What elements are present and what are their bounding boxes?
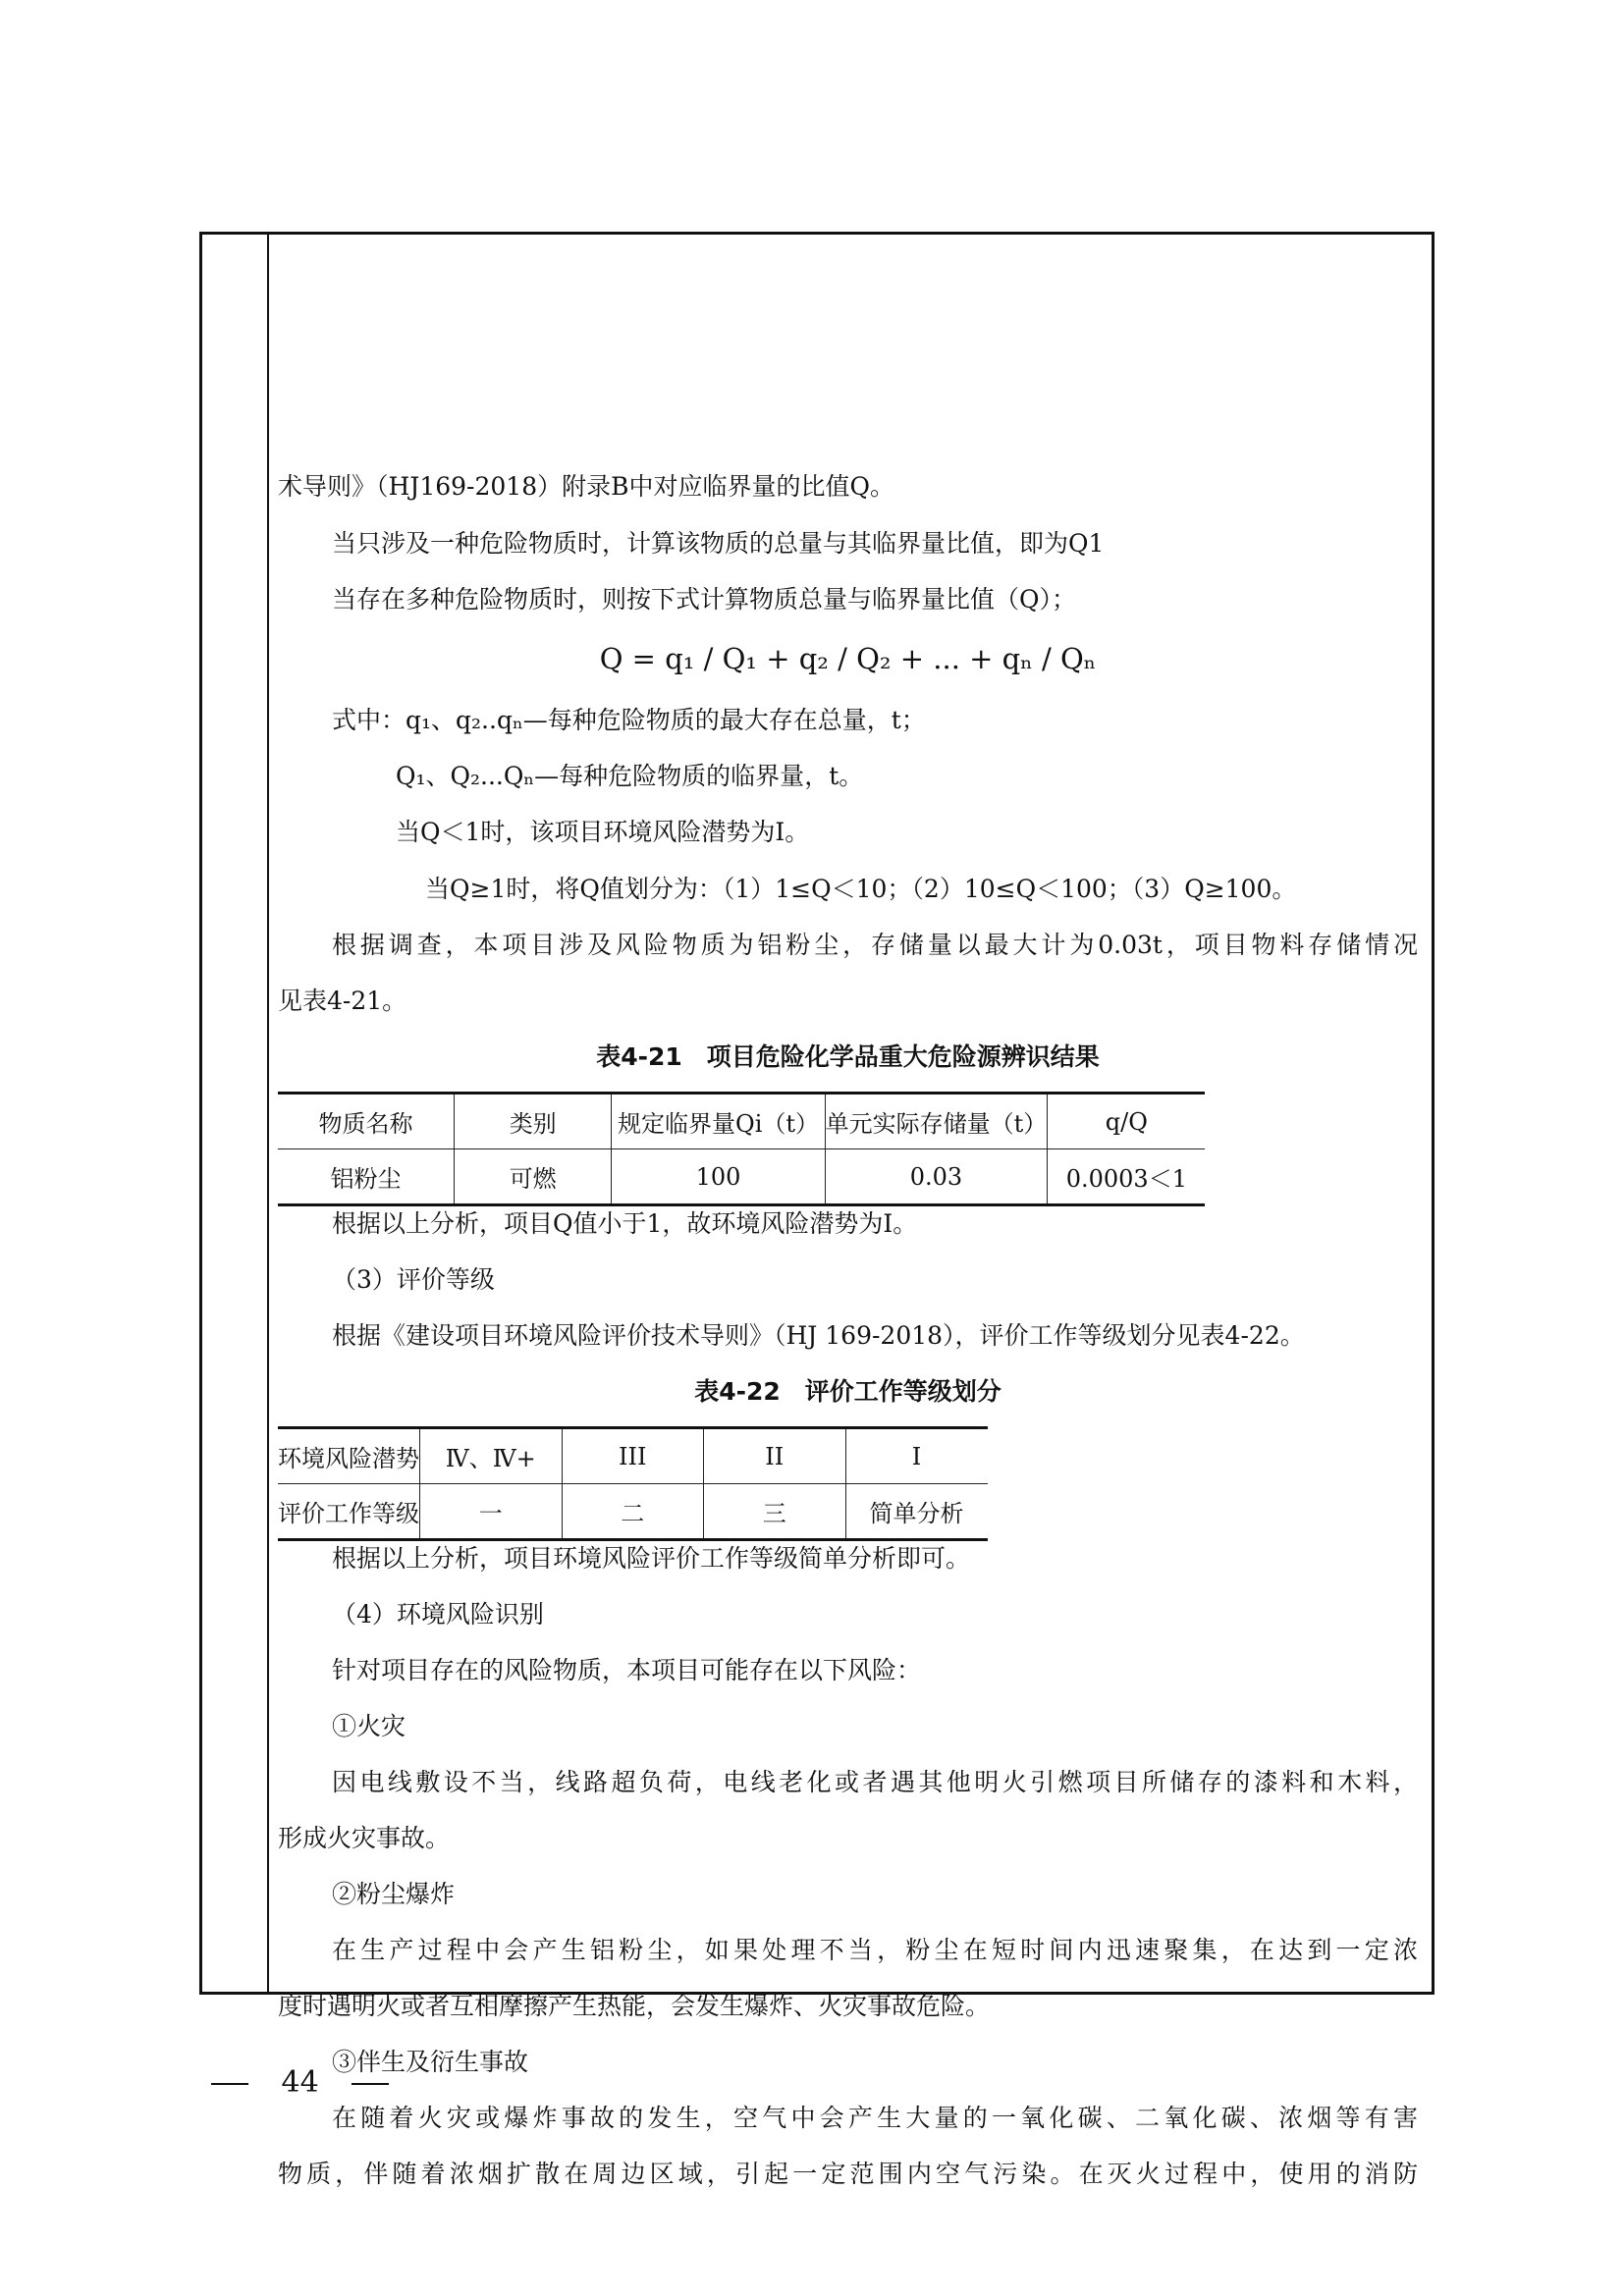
table-header-cell: 物质名称 — [278, 1094, 454, 1149]
paragraph-10: （3）评价等级 — [332, 1265, 495, 1294]
formula: Q = q₁ / Q₁ + q₂ / Q₂ + ... + qₙ / Qₙ — [599, 642, 1097, 675]
paragraph-15: ①火灾 — [332, 1712, 406, 1740]
left-column-divider — [267, 235, 269, 1992]
table-cell: I — [845, 1428, 988, 1484]
paragraph-16-line-1: 因电线敷设不当，线路超负荷，电线老化或者遇其他明火引燃项目所储存的漆料和木料， — [332, 1768, 1418, 1796]
paragraph-8-line-2: 见表4-21。 — [278, 987, 407, 1015]
table-cell: 环境风险潜势 — [278, 1428, 420, 1484]
table-header-cell: 规定临界量Qi（t） — [612, 1094, 825, 1149]
paragraph-3: 当存在多种危险物质时，则按下式计算物质总量与临界量比值（Q）； — [332, 585, 1076, 614]
table-row — [278, 1428, 988, 1484]
paragraph-1: 术导则》（HJ169-2018）附录B中对应临界量的比值Q。 — [278, 472, 894, 501]
table-cell: 二 — [562, 1484, 704, 1540]
paragraph-17: ②粉尘爆炸 — [332, 1880, 456, 1908]
paragraph-5: Q₁、Q₂...Qₙ—每种危险物质的临界量，t。 — [396, 762, 864, 790]
paragraph-11: 根据《建设项目环境风险评价技术导则》（HJ 169-2018），评价工作等级划分见表4-22。 — [332, 1321, 1305, 1350]
table-cell: 0.0003＜1 — [1048, 1149, 1206, 1205]
table-cell: III — [562, 1428, 704, 1484]
table-cell: 0.03 — [825, 1149, 1048, 1205]
table-header-cell: 类别 — [454, 1094, 612, 1149]
page-number: 44 — [281, 2065, 319, 2100]
paragraph-18-line-2: 度时遇明火或者互相摩擦产生热能，会发生爆炸、火灾事故危险。 — [278, 1992, 991, 2020]
paragraph-18-line-1: 在生产过程中会产生铝粉尘，如果处理不当，粉尘在短时间内迅速聚集，在达到一定浓 — [332, 1936, 1418, 1964]
paragraph-7: 当Q≥1时，将Q值划分为：（1）1≤Q＜10；（2）10≤Q＜100；（3）Q≥100。 — [425, 875, 1297, 903]
table-cell: 铝粉尘 — [278, 1149, 454, 1205]
table-4-21-caption: 表4-21 项目危险化学品重大危险源辨识结果 — [596, 1042, 1100, 1071]
paragraph-20-line-1: 在随着火灾或爆炸事故的发生，空气中会产生大量的一氧化碳、二氧化碳、浓烟等有害 — [332, 2104, 1418, 2132]
table-row — [278, 1484, 988, 1540]
paragraph-14: 针对项目存在的风险物质，本项目可能存在以下风险： — [332, 1656, 922, 1684]
table-4-21 — [278, 1092, 1205, 1206]
table-cell: 三 — [704, 1484, 846, 1540]
paragraph-8-line-1: 根据调查，本项目涉及风险物质为铝粉尘，存储量以最大计为0.03t，项目物料存储情况 — [332, 931, 1418, 959]
table-cell: 评价工作等级 — [278, 1484, 420, 1540]
paragraph-20-line-2: 物质，伴随着浓烟扩散在周边区域，引起一定范围内空气污染。在灭火过程中，使用的消防 — [278, 2160, 1418, 2188]
paragraph-12: 根据以上分析，项目环境风险评价工作等级简单分析即可。 — [332, 1544, 971, 1573]
paragraph-4: 式中：q₁、q₂..qₙ—每种危险物质的最大存在总量，t； — [332, 706, 926, 734]
table-4-22-caption: 表4-22 评价工作等级划分 — [694, 1377, 1001, 1406]
footer-dash-left — [211, 2083, 248, 2085]
table-4-22 — [278, 1426, 988, 1541]
table-row — [278, 1094, 1205, 1149]
paragraph-6: 当Q＜1时，该项目环境风险潜势为Ⅰ。 — [396, 818, 810, 846]
paragraph-13: （4）环境风险识别 — [332, 1600, 544, 1629]
table-row — [278, 1149, 1205, 1205]
paragraph-9: 根据以上分析，项目Q值小于1，故环境风险潜势为Ⅰ。 — [332, 1209, 918, 1238]
table-header-cell: 单元实际存储量（t） — [825, 1094, 1048, 1149]
page-footer — [211, 2065, 389, 2101]
table-header-cell: q/Q — [1048, 1094, 1206, 1149]
table-cell: 简单分析 — [845, 1484, 988, 1540]
table-cell: 100 — [612, 1149, 825, 1205]
table-cell: 一 — [420, 1484, 563, 1540]
paragraph-19: ③伴生及衍生事故 — [332, 2048, 529, 2076]
paragraph-2: 当只涉及一种危险物质时，计算该物质的总量与其临界量比值，即为Q1 — [332, 529, 1105, 558]
table-cell: II — [704, 1428, 846, 1484]
table-cell: 可燃 — [454, 1149, 612, 1205]
table-cell: Ⅳ、Ⅳ+ — [420, 1428, 563, 1484]
paragraph-16-line-2: 形成火灾事故。 — [278, 1824, 451, 1852]
footer-dash-right — [352, 2083, 389, 2085]
